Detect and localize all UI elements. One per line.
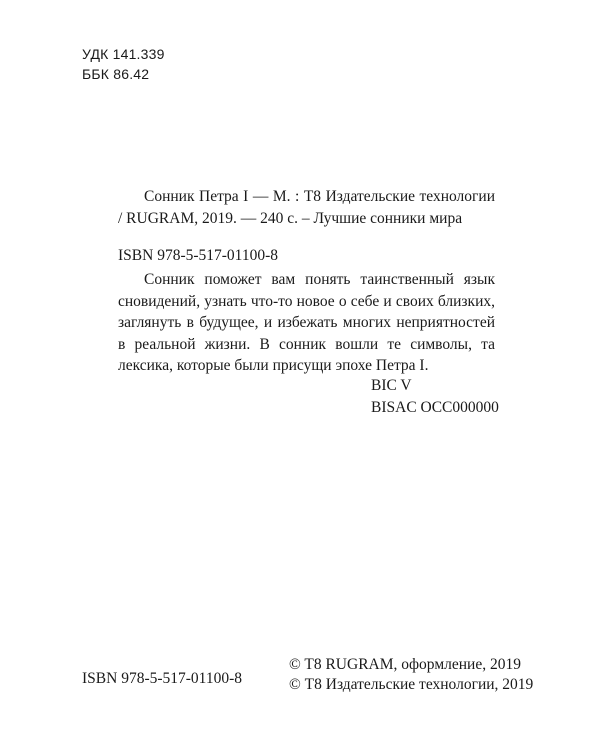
bisac-code: BISAC OCC000000 — [371, 398, 499, 416]
isbn-bottom: ISBN 978-5-517-01100-8 — [82, 670, 243, 687]
classification-codes — [82, 44, 165, 84]
copyright-line-design: © T8 RUGRAM, оформление, 2019 — [289, 656, 521, 673]
udc-code: УДК 141.339 — [82, 46, 165, 62]
copyright-notice — [289, 655, 533, 695]
bibliographic-entry: Сонник Петра I — М. : Т8 Издательские технологии / RUGRAM, 2019. — 240 с. – Лучшие сонники мира — [118, 188, 495, 227]
annotation: Сонник поможет вам понять таинственный язык сновидений, узнать что-то новое о себе и своих близких, заглянуть в будущее, и избежать многих неприятностей в реальной жизни. В сонник вошли те символы, та лексика, которые были присущи эпохе Петра I. — [118, 271, 495, 374]
bbk-code: ББК 86.42 — [82, 66, 150, 82]
subject-codes — [371, 375, 499, 418]
copyright-line-publisher: © Т8 Издательские технологии, 2019 — [289, 676, 534, 693]
isbn-top: ISBN 978-5-517-01100-8 — [118, 247, 279, 264]
bic-code: BIC V — [371, 377, 412, 394]
